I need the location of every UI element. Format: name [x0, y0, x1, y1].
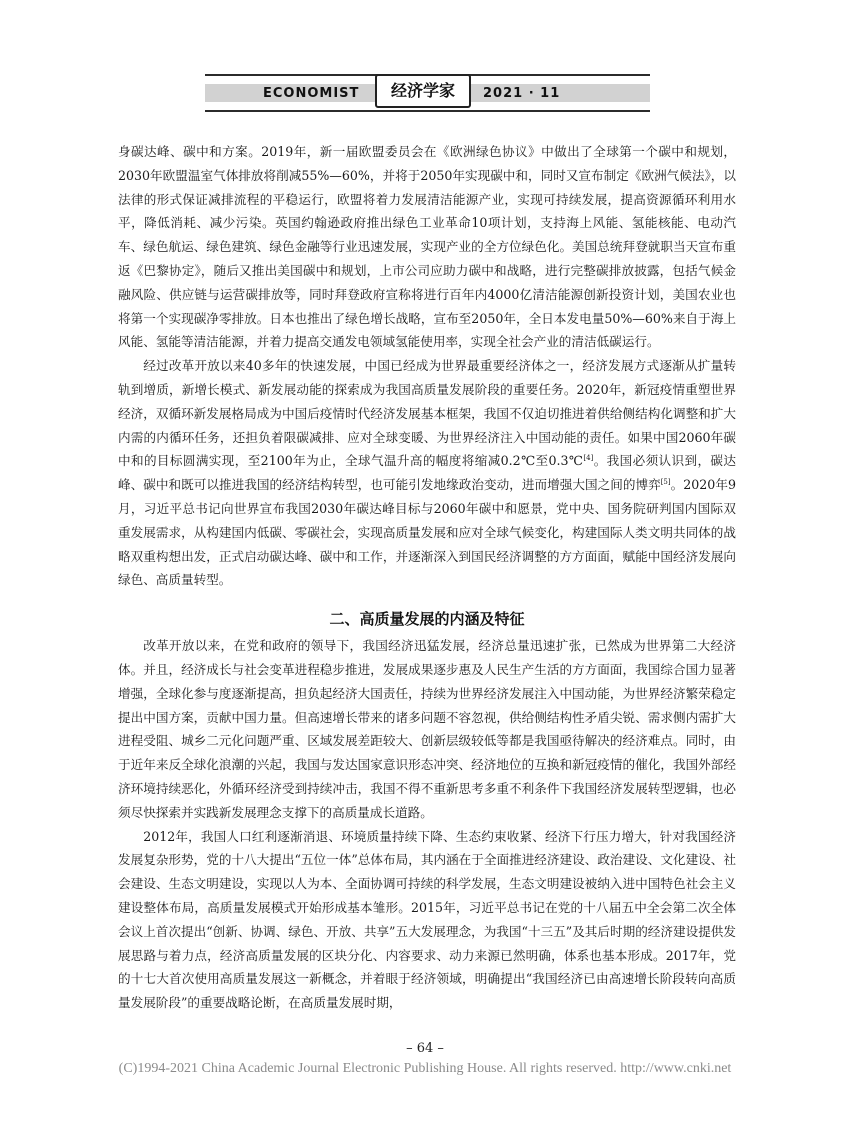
citation-ref[interactable]: [5]	[660, 478, 671, 487]
paragraph-text: 。我国必须认识到，碳达峰、碳中和既可以推进我国的经济结构转型，也可能引发地缘政治变动，进而增强大国之间的博弈	[118, 453, 737, 493]
copyright-notice: (C)1994-2021 China Academic Journal Electronic Publishing House. All rights reserved. http://www.cnki.net	[118, 1061, 732, 1076]
section-heading: 二、高质量发展的内涵及特征	[329, 610, 525, 629]
page-number: – 64 –	[406, 1041, 444, 1056]
running-header	[205, 74, 650, 112]
paragraph-text: 。2020年9月，习近平总书记向世界宣布我国2030年碳达峰目标与2060年碳中和愿景，党中央、国务院研判国内国际双重发展需求，从构建国内低碳、零碳社会，实现高质量发展和应对全球气候变化，构建国际人类文明共同体的战略双重构想出发，正式启动碳达峰、碳中和工作，并逐渐深入到国民经济调整的方方面面，赋能中国经济发展向绿色、高质量转型。	[118, 477, 736, 588]
issue-label: 2021 · 11	[483, 86, 561, 101]
paragraph	[118, 354, 736, 592]
paragraph: 改革开放以来，在党和政府的领导下，我国经济迅猛发展，经济总量迅速扩张，已然成为世界第二大经济体。并且，经济成长与社会变革进程稳步推进，发展成果逐步惠及人民生产生活的方方面面，我国综合国力显著增强，全球化参与度逐渐提高，担负起经济大国责任，持续为世界经济发展注入中国动能，为世界经济繁荣稳定提出中国方案，贡献中国力量。但高速增长带来的诸多问题不容忽视，供给侧结构性矛盾尖锐、需求侧内需扩大进程受阻、城乡二元化问题严重、区域发展差距较大、创新层级较低等都是我国亟待解决的经济难点。同时，由于近年来反全球化浪潮的兴起，我国与发达国家意识形态冲突、经济地位的互换和新冠疫情的催化，我国外部经济环境持续恶化，外循环经济受到持续冲击，我国不得不重新思考多重不利条件下我国经济发展转型逻辑，也必须尽快探索并实践新发展理念支撑下的高质量成长道路。	[118, 638, 736, 820]
paragraph: 2012年，我国人口红利逐渐消退、环境质量持续下降、生态约束收紧、经济下行压力增大，针对我国经济发展复杂形势，党的十八大提出“五位一体”总体布局，其内涵在于全面推进经济建设、政治建设、文化建设、社会建设、生态文明建设，实现以人为本、全面协调可持续的科学发展，生态文明建设被纳入进中国特色社会主义建设整体布局，高质量发展模式开始形成基本雏形。2015年，习近平总书记在党的十八届五中全会第二次全体会议上首次提出“创新、协调、绿色、开放、共享”五大发展理念，为我国“十三五”及其后时期的经济建设提供发展思路与着力点，经济高质量发展的区块分化、内容要求、动力来源已然明确，体系也基本形成。2017年，党的十七大首次使用高质量发展这一新概念，并着眼于经济领域，明确提出“我国经济已由高速增长阶段转向高质量发展阶段”的重要战略论断，在高质量发展时期，	[118, 828, 736, 1011]
citation-ref[interactable]: [4]	[583, 454, 594, 463]
paragraph: 身碳达峰、碳中和方案。2019年，新一届欧盟委员会在《欧洲绿色协议》中做出了全球第一个碳中和规划，2030年欧盟温室气体排放将削减55%—60%，并将于2050年实现碳中和，同时又宣布制定《欧洲气候法》，以法律的形式保证减排流程的平稳运行，欧盟将着力发展清洁能源产业，实现可持续发展，提高资源循环利用水平，降低消耗、减少污染。英国约翰逊政府推出绿色工业革命10项计划，支持海上风能、氢能核能、电动汽车、绿色航运、绿色建筑、绿色金融等行业迅速发展，实现产业的全方位绿色化。美国总统拜登就职当天宣布重返《巴黎协定》，随后又推出美国碳中和规划，上市公司应助力碳中和战略，进行完整碳排放披露，包括气候金融风险、供应链与运营碳排放等，同时拜登政府宣称将进行百年内4000亿清洁能源创新投资计划，美国农业也将第一个实现碳净零排放。日本也推出了绿色增长战略，宣布至2050年，全日本发电量50%—60%来自于海上风能、氢能等清洁能源，并着力提高交通发电领域氢能使用率，实现全社会产业的清洁低碳运行。	[118, 144, 736, 350]
article-body	[118, 140, 736, 1015]
journal-english-name: ECONOMIST	[263, 86, 360, 101]
paragraph-text: 经过改革开放以来40多年的快速发展，中国已经成为世界最重要经济体之一，经济发展方式逐渐从扩量转轨到增质，新增长模式、新发展动能的探索成为我国高质量发展阶段的重要任务。2020年，新冠疫情重塑世界经济，双循环新发展格局成为中国后疫情时代经济发展基本框架，我国不仅迫切推进着供给侧结构化调整和扩大内需的内循环任务，还担负着限碳减排、应对全球变暖、为世界经济注入中国动能的责任。如果中国2060年碳中和的目标圆满实现，至2100年为止，全球气温升高的幅度将缩减0.2℃至0.3℃	[118, 358, 736, 469]
journal-logo: 经济学家	[375, 74, 471, 108]
